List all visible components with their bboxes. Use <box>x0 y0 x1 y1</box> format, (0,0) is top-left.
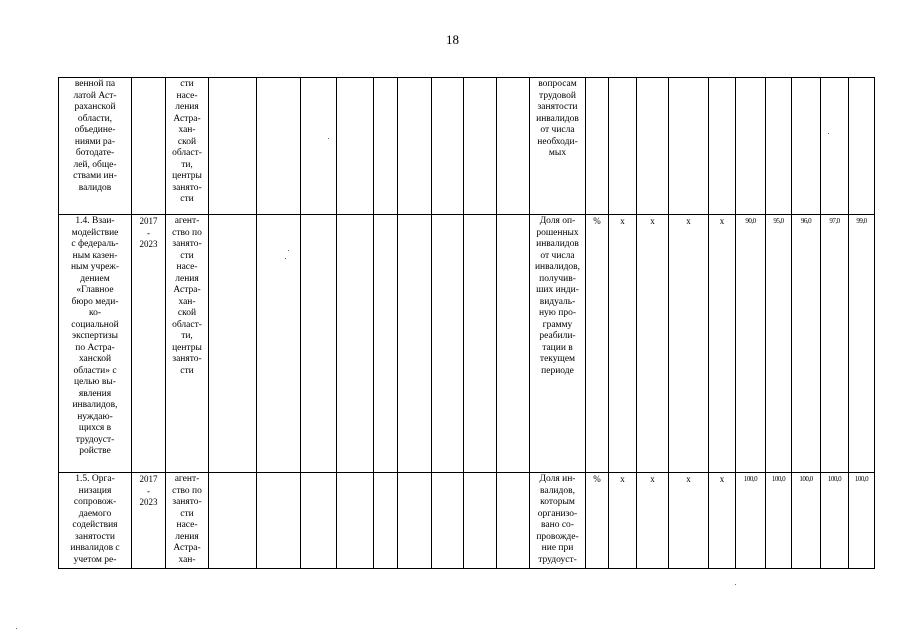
column-divider <box>208 77 209 569</box>
executor-cell: агент- ство по занято- сти насе- ления Астра- хан- ской област- ти, центры занято- сти <box>172 216 202 376</box>
value-cell: x <box>719 216 725 226</box>
column-divider <box>765 77 766 569</box>
row-separator <box>58 472 875 473</box>
period-cell: 2017 - 2023 <box>139 216 158 249</box>
indicator-cell: Доля оп- рошенных инвалидов от числа инвалидов, получив- ших инди- видуаль- ную про- грамму реабили- тации в текущем периоде <box>534 216 581 376</box>
column-divider <box>256 77 257 569</box>
column-divider <box>397 77 398 569</box>
scan-speck <box>328 138 329 139</box>
period-cell: 2017 - 2023 <box>139 474 158 507</box>
indicator-cell: Доля ин- валидов, которым организо- вано со- провожде- ние при трудоуст- <box>536 474 579 565</box>
value-cell: x <box>719 474 725 484</box>
table-border-top <box>58 77 875 78</box>
unit-cell: % <box>593 216 601 226</box>
value-cell: 100,0 <box>854 475 869 483</box>
column-divider <box>820 77 821 569</box>
program-table <box>58 77 875 569</box>
scan-speck <box>16 628 17 629</box>
unit-cell: % <box>593 474 601 484</box>
column-divider <box>58 77 59 569</box>
row-separator <box>58 214 875 215</box>
column-divider <box>431 77 432 569</box>
scan-speck <box>828 133 829 134</box>
scan-speck <box>285 258 286 259</box>
column-divider <box>585 77 586 569</box>
indicator-cell: вопросам трудовой занятости инвалидов от числа необходи- мых <box>536 79 579 158</box>
measure-cell: 1.4. Взаи- модействие с федераль- ным казен- ным учреж- дением «Главное бюро меди- ко- социальной экспертизы по Астра- ханской области» с целью вы- явления инвалидов, нуждаю- щихся в трудоуст- ройстве <box>70 216 120 456</box>
scan-speck <box>735 584 736 585</box>
value-cell: 100,0 <box>771 475 786 483</box>
column-divider <box>336 77 337 569</box>
value-cell: x <box>686 216 691 226</box>
value-cell: x <box>650 216 655 226</box>
column-divider <box>463 77 464 569</box>
column-divider <box>668 77 669 569</box>
column-divider <box>874 77 875 569</box>
column-divider <box>708 77 709 569</box>
column-divider <box>636 77 637 569</box>
executor-cell: агент- ство по занято- сти насе- ления Астра- хан- <box>172 474 202 565</box>
executor-cell: сти насе- ления Астра- хан- ской област- ти, центры занято- сти <box>172 79 202 204</box>
value-cell: 99,0 <box>856 217 867 225</box>
measure-cell: 1.5. Орга- низация сопровож- даемого содействия занятости инвалидов с учетом ре- <box>70 474 120 565</box>
column-divider <box>848 77 849 569</box>
value-cell: x <box>620 474 625 484</box>
measure-cell: венной па латой Аст- раханской области, объедине- ниями ра- ботодате- лей, обще- ствами ин- валидов <box>73 79 117 193</box>
value-cell: 97,0 <box>829 217 840 225</box>
column-divider <box>791 77 792 569</box>
scan-speck <box>288 250 289 251</box>
value-cell: 96,0 <box>800 217 812 225</box>
column-divider <box>735 77 736 569</box>
column-divider <box>300 77 301 569</box>
page-number: 18 <box>446 32 459 47</box>
value-cell: 95,0 <box>773 217 784 225</box>
column-divider <box>608 77 609 569</box>
value-cell: 100,0 <box>743 475 758 483</box>
value-cell: x <box>650 474 655 484</box>
column-divider <box>373 77 374 569</box>
column-divider <box>496 77 497 569</box>
value-cell: x <box>686 474 691 484</box>
value-cell: x <box>620 216 625 226</box>
value-cell: 100,0 <box>799 475 813 483</box>
value-cell: 90,0 <box>745 217 756 225</box>
value-cell: 100,0 <box>827 475 842 483</box>
table-border-bottom <box>58 568 875 569</box>
